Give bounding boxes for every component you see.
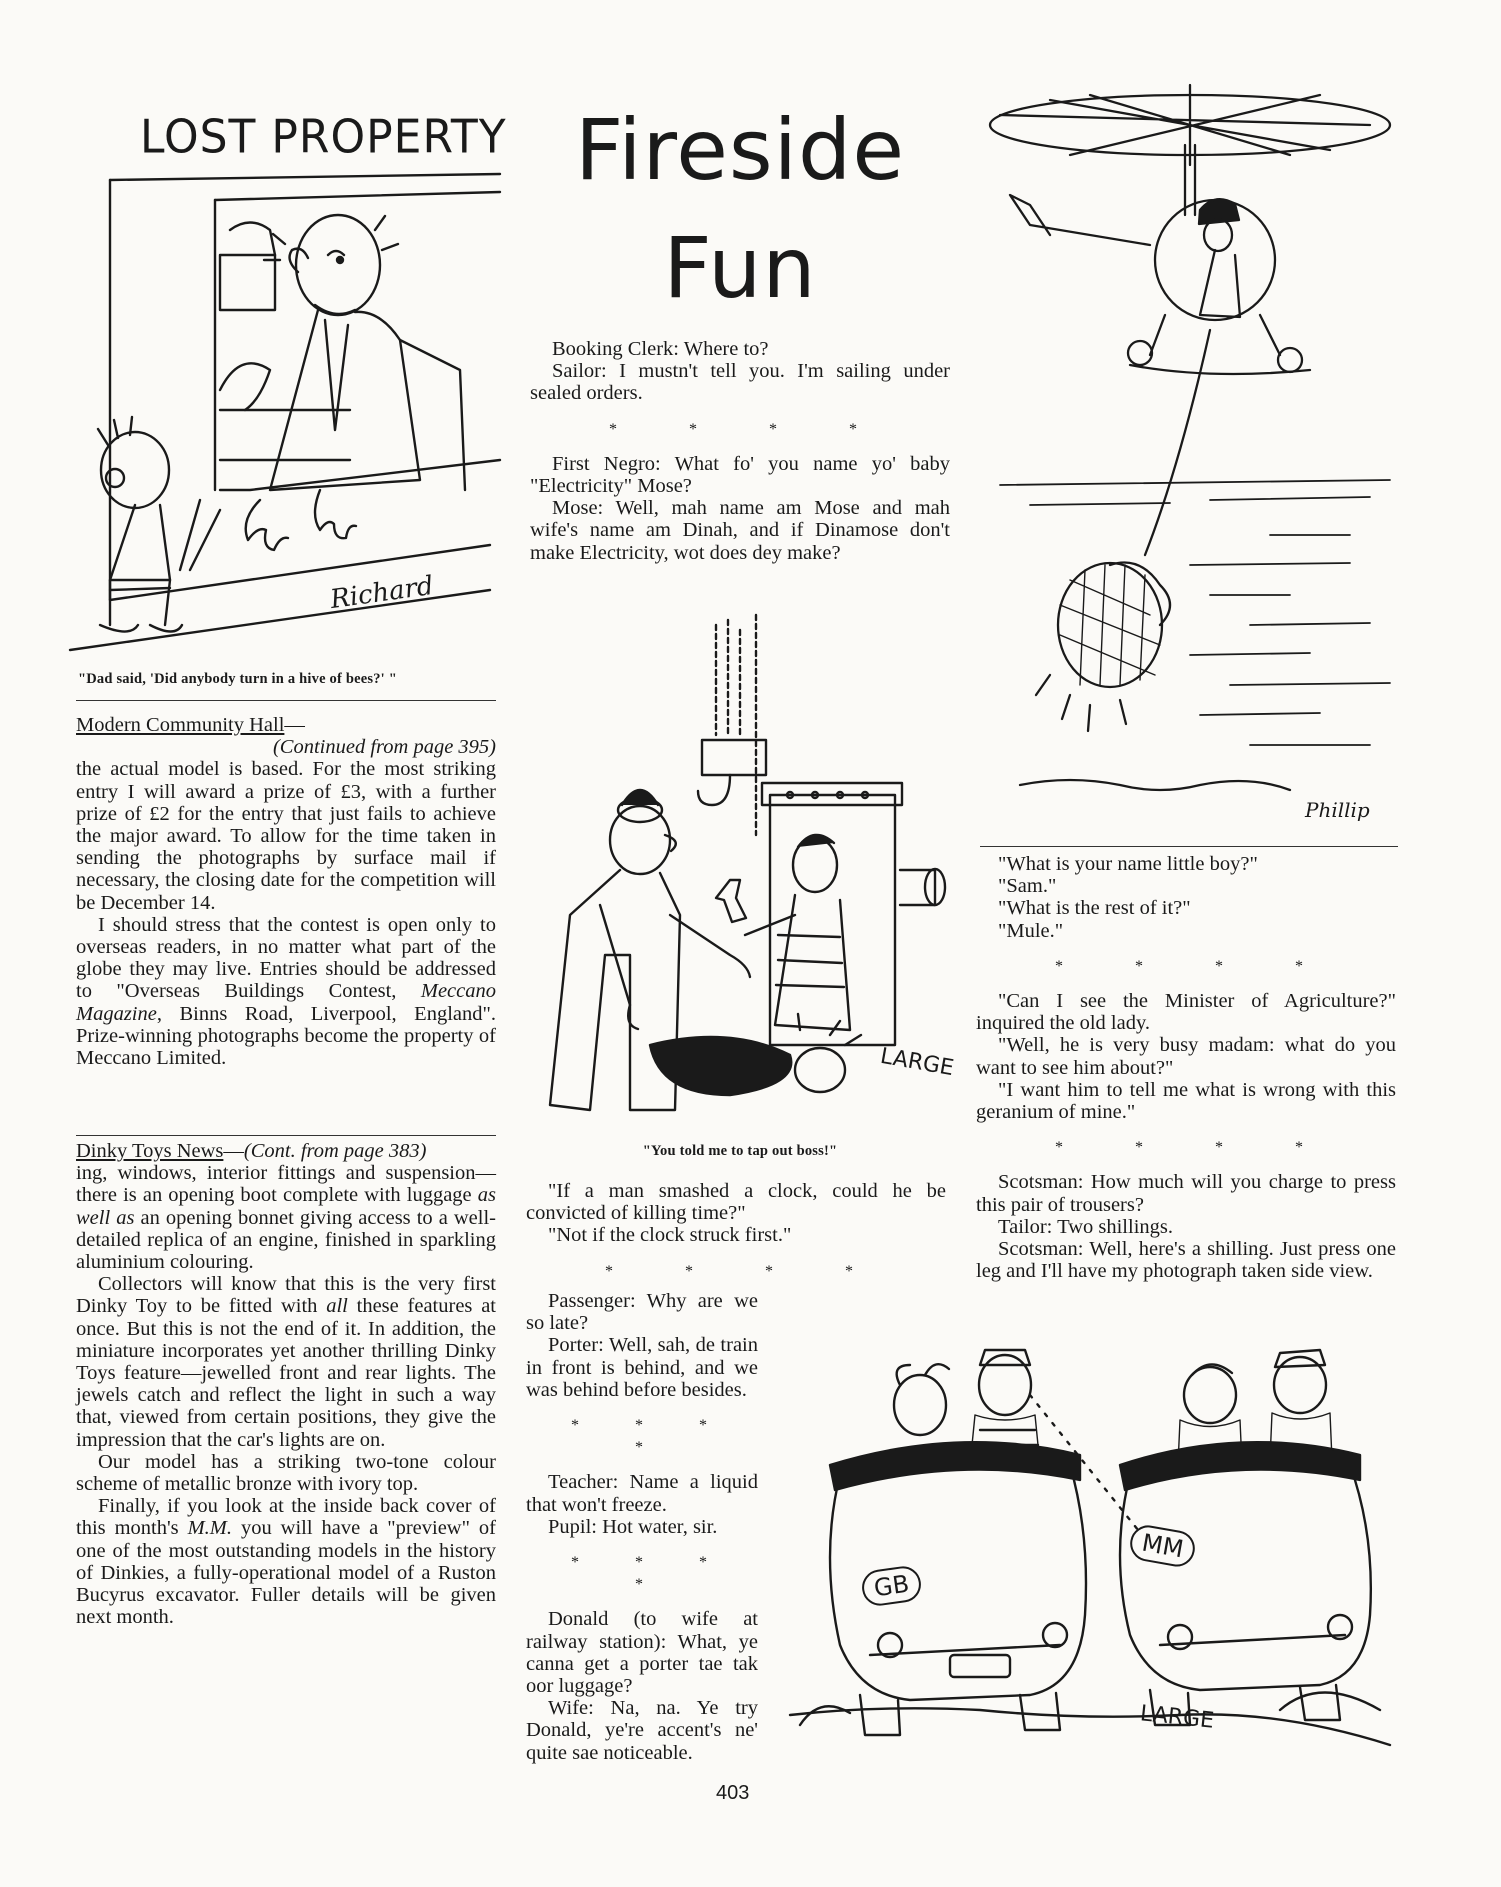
divider (76, 700, 496, 701)
cars-cartoon (780, 1315, 1400, 1765)
dinky-paragraph: ing, windows, interior fittings and suspension—there is an opening boot complete with luggage as well as an opening bonnet giving access to a well-detailed replica of an engine, finished in sparkling aluminium colouring. (76, 1162, 496, 1274)
page-title (545, 100, 935, 318)
joke-line: "Not if the clock struck first." (548, 1224, 792, 1247)
dinky-toys-continued: (Cont. from page 383) (243, 1140, 427, 1162)
community-hall-paragraph: the actual model is based. For the most striking entry I will award a prize of £3, with a further prize of £2 for the entry that just fails to achieve the major award. To allow for the time taken in sending the photographs by surface mail if necessary, the closing date for the competition will be December 14. (76, 758, 496, 914)
jokes-middle-narrow (526, 1290, 758, 1764)
dinky-toys-heading (76, 1140, 496, 1162)
joke-line: Passenger: Why are we so late? (526, 1290, 758, 1335)
joke-line: Scotsman: Well, here's a shilling. Just press one leg and I'll have my photograph taken side view. (976, 1238, 1396, 1283)
joke-line: Tailor: Two shillings. (998, 1215, 1173, 1238)
joke-line: "What is the rest of it?" (998, 897, 1191, 920)
dinky-paragraph: Our model has a striking two-tone colour scheme of metallic bronze with ivory top. (76, 1450, 496, 1496)
joke-line: Porter: Well, sah, de train in front is behind, and we was behind before besides. (526, 1334, 758, 1401)
lost-property-signature: Richard (328, 570, 436, 616)
community-hall-continued: (Continued from page 395) (272, 736, 496, 759)
joke-line: "If a man smashed a clock, could he be convicted of killing time?" (526, 1180, 946, 1225)
joke-line: "Mule." (998, 919, 1064, 942)
joke-line: First Negro: What fo' you name yo' baby "Electricity" Mose? (530, 452, 950, 498)
joke-separator: * * * * (609, 420, 891, 438)
boss-cartoon-caption: "You told me to tap out boss!" (642, 1143, 838, 1159)
title-line-1: Fireside (574, 101, 905, 199)
joke-line: "What is your name little boy?" (998, 853, 1258, 875)
joke-line: "Can I see the Minister of Agriculture?" inquired the old lady. (976, 990, 1396, 1035)
joke-line: Teacher: Name a liquid that won't freeze. (526, 1471, 758, 1516)
joke-line: "Sam." (998, 875, 1057, 898)
dinky-toys-article (76, 1140, 496, 1628)
cars-cartoon-signature: LARGE (1138, 1701, 1216, 1734)
dinky-paragraph: Collectors will know that this is the very first Dinky Toy to be fitted with all these features at once. But this is not the end of it. In addition, the miniature incorporates yet another thrilling Dinky Toys feature—jewelled front and rear lights. The jewels catch and reflect the light in such a way that, viewed from certain positions, they give the impression that the car's lights are on. (76, 1273, 496, 1451)
joke-line: Wife: Na, na. Ye try Donald, ye're accent's ne' quite sae noticeable. (526, 1697, 758, 1764)
heading-dash: — (223, 1140, 244, 1162)
lost-property-cartoon (70, 160, 500, 650)
boss-cartoon-signature: LARGE (878, 1043, 956, 1082)
community-hall-paragraph: I should stress that the contest is open only to overseas readers, in no matter what part of the globe they may live. Entries should be addressed to "Overseas Buildings Contest, Meccano Magazine, Binns Road, Liverpool, England". Prize-winning photographs become the property of Meccano Limited. (76, 913, 496, 1070)
jokes-middle-top (530, 338, 950, 564)
joke-line: Scotsman: How much will you charge to press this pair of trousers? (976, 1171, 1396, 1216)
jokes-right (976, 853, 1396, 1282)
joke-separator: * * * * (571, 1417, 733, 1457)
community-hall-title: Modern Community Hall (76, 714, 285, 736)
joke-separator: * * * * (571, 1554, 733, 1594)
helicopter-cartoon (990, 85, 1400, 835)
joke-line: Sailor: I mustn't tell you. I'm sailing under sealed orders. (530, 360, 950, 405)
community-hall-heading (76, 714, 496, 736)
joke-line: "Well, he is very busy madam: what do you want to see him about?" (976, 1034, 1396, 1079)
car-plate-right: MM (1127, 1523, 1198, 1570)
car-plate-left: GB (860, 1564, 923, 1608)
joke-separator: * * * * (605, 1262, 887, 1280)
divider (980, 846, 1398, 847)
divider (76, 1135, 496, 1136)
page-number: 403 (716, 1782, 750, 1804)
lost-property-sign: LOST PROPERTY (140, 110, 507, 165)
joke-line: Mose: Well, mah name am Mose and mah wife's name am Dinah, and if Dinamose don't make Electricity, wot does dey make? (530, 497, 950, 564)
dinky-paragraph: Finally, if you look at the inside back cover of this month's M.M. you will have a "preview" of one of the most outstanding models in the history of Dinkies, a fully-operational model of a Ruston Bucyrus excavator. Fuller details will be given next month. (76, 1495, 496, 1629)
helicopter-signature: Phillip (1305, 798, 1370, 822)
joke-separator: * * * * (1055, 1139, 1337, 1157)
joke-line: Booking Clerk: Where to? (552, 338, 769, 360)
jokes-middle-clock (526, 1180, 946, 1295)
dinky-toys-title: Dinky Toys News (76, 1140, 224, 1162)
title-line-2: Fun (663, 219, 817, 317)
joke-line: Donald (to wife at railway station): What, ye canna get a porter tae tak oor luggage? (526, 1608, 758, 1698)
heading-dash: — (284, 714, 305, 736)
lost-property-caption: "Dad said, 'Did anybody turn in a hive of bees?' " (78, 671, 397, 687)
joke-line: Pupil: Hot water, sir. (548, 1515, 718, 1538)
joke-separator: * * * * (1055, 957, 1337, 975)
joke-line: "I want him to tell me what is wrong with this geranium of mine." (976, 1078, 1396, 1124)
community-hall-article (76, 714, 496, 1069)
